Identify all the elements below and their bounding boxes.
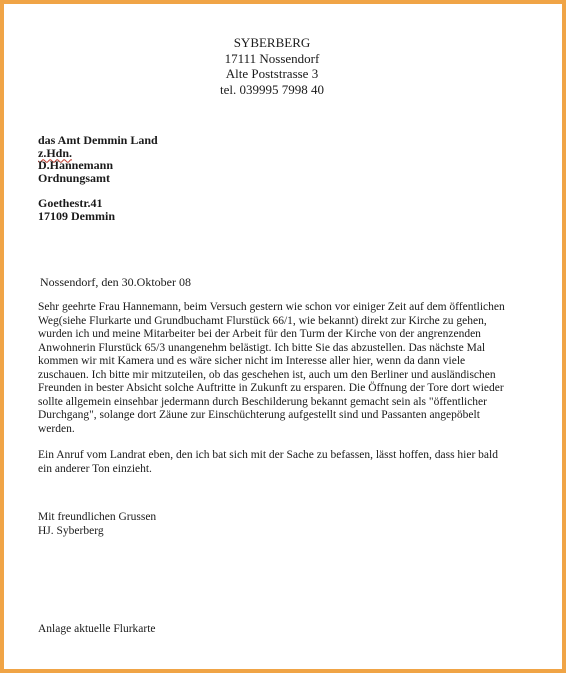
enclosure-note: Anlage aktuelle Flurkarte xyxy=(38,623,156,635)
letter-body xyxy=(38,301,508,476)
closing-block xyxy=(38,510,156,538)
recipient-line2: z.Hdn. xyxy=(38,145,73,160)
recipient-line1: das Amt Demmin Land xyxy=(38,133,158,147)
body-paragraph-2: Ein Anruf vom Landrat eben, den ich bat sich mit der Sache zu befassen, lässt hoffen, dass hier bald ein anderer Ton einzieht. xyxy=(38,449,498,475)
date-line: Nossendorf, den 30.Oktober 08 xyxy=(40,275,191,289)
sender-city: 17111 Nossendorf xyxy=(224,50,320,66)
recipient-street: Goethestr.41 xyxy=(38,196,103,210)
sender-street: Alte Poststrasse 3 xyxy=(225,66,319,81)
recipient-city: 17109 Demmin xyxy=(38,208,115,223)
recipient-line3: D.Hannemann xyxy=(38,158,114,172)
closing-greeting: Mit freundlichen Grussen xyxy=(38,511,157,523)
recipient-address xyxy=(38,134,158,222)
sender-letterhead xyxy=(4,35,540,97)
recipient-line4: Ordnungsamt xyxy=(38,170,111,185)
sender-name: SYBERBERG xyxy=(233,35,311,50)
closing-signature: HJ. Syberberg xyxy=(38,525,104,537)
body-paragraph-1: Sehr geehrte Frau Hannemann, beim Versuch gestern wie schon vor einiger Zeit auf dem öffentlichen Weg(siehe Flurkarte und Grundbuchamt Flurstück 66/1, wie bekannt) direkt zur Kirche zu gehen, wurden ich und meine Mitarbeiter bei der Arbeit für den Turm der Kirche von der angrenzenden Anwohnerin Flurstück 65/3 unangenehm belästigt. Ich bitte Sie das abzustellen. Das nächste Mal kommen wir mit Kamera und es wäre sicher nicht im Interesse aller hier, wenn da dann viele zuschauen. Ich bitte mir mitzuteilen, ob das geschehen ist, auch um den Berliner und ausländischen Freunden in bester Absicht solche Auftritte in Zukunft zu ersparen. Die Öffnung der Tore dort wieder sollte allgemein einsehbar jedermann durch Beschilderung bekannt gemacht sein als "öffentlicher Durchgang", solange dort Zäune zur Einschüchterung aufgestellt sind und Passanten angepöbelt werden. xyxy=(38,301,505,435)
sender-phone: tel. 039995 7998 40 xyxy=(220,81,324,97)
